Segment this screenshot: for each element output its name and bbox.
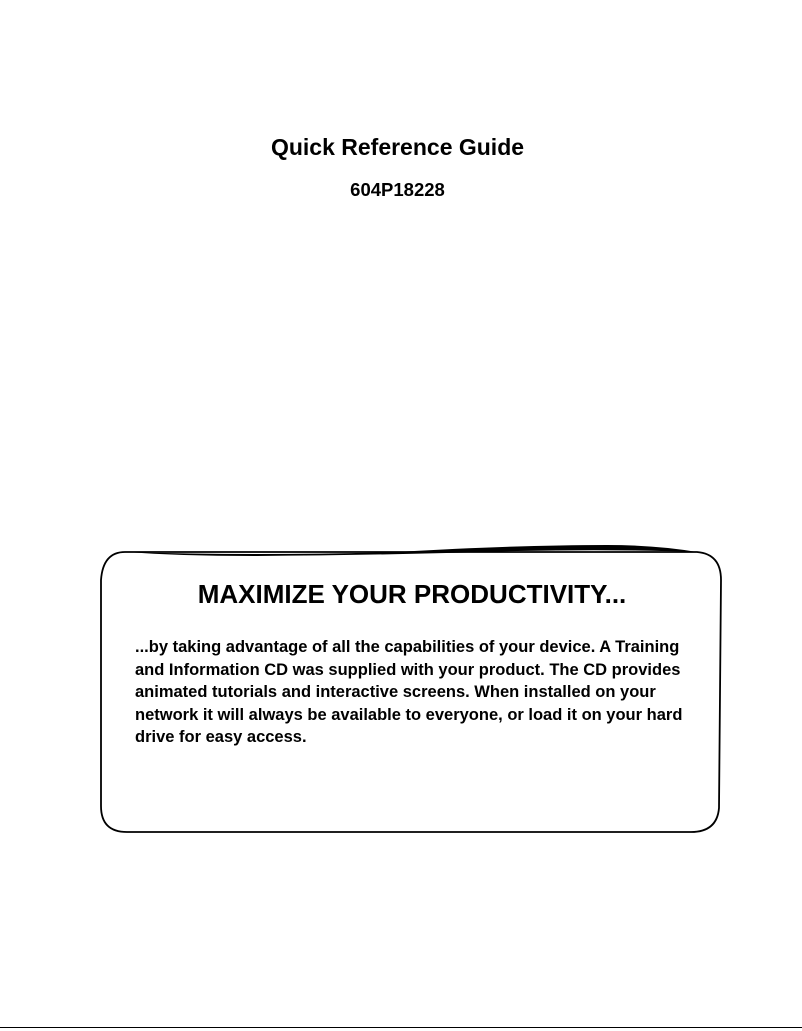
- part-number: 604P18228: [350, 179, 445, 200]
- callout-body: ...by taking advantage of all the capabilities of your device. A Training and Information CD was supplied with your product. The CD provides animated tutorials and interactive screens. When installed on your network it will always be available to everyone, or load it on your hard drive for easy access.: [135, 638, 683, 746]
- callout-heading: MAXIMIZE YOUR PRODUCTIVITY...: [197, 579, 627, 609]
- document-title: Quick Reference Guide: [270, 134, 525, 160]
- page-bottom-rule: [0, 1027, 802, 1028]
